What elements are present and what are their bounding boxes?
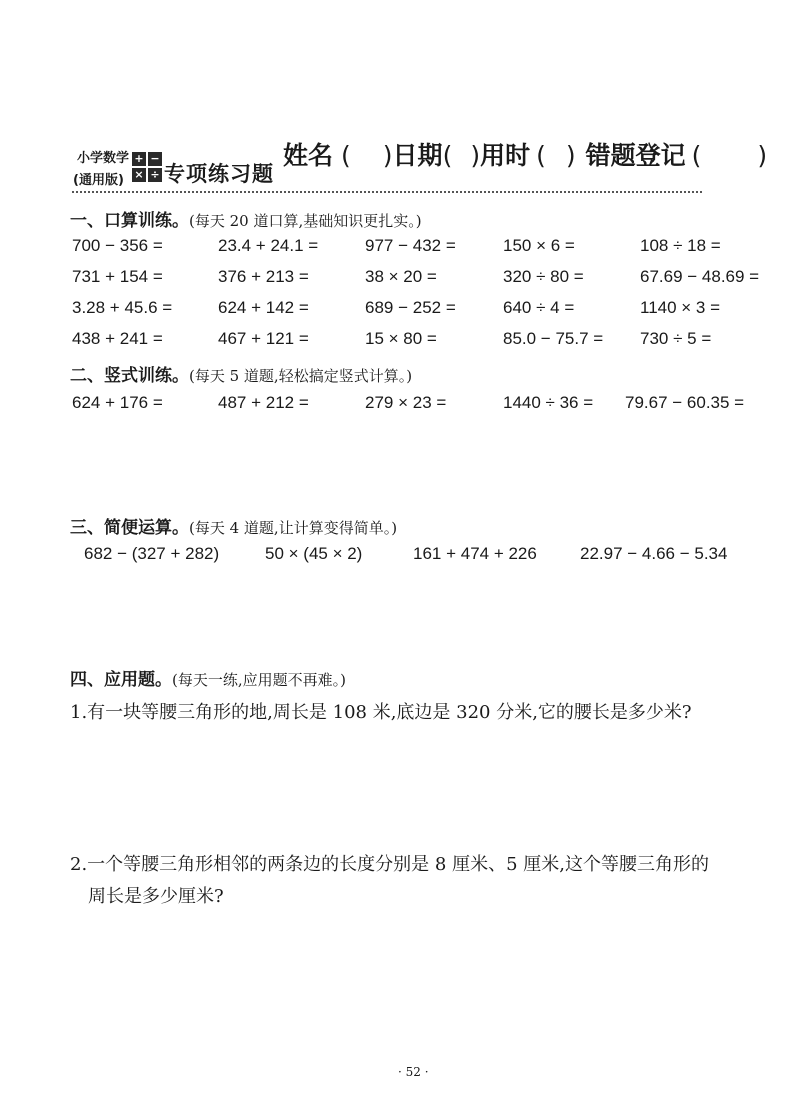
page-number: · 52 · xyxy=(398,1065,429,1079)
vertical-1: 624 + 176 = xyxy=(72,393,163,412)
name-label: 姓名 xyxy=(283,141,334,170)
brand-operators-icon xyxy=(132,152,162,182)
section3-note: (每天 4 道题,让计算变得简单。) xyxy=(189,519,398,537)
oral-2-5: 67.69 − 48.69 = xyxy=(640,267,760,286)
brand-title: 专项练习题 xyxy=(164,162,274,186)
name-field-open[interactable]: ( xyxy=(341,141,351,170)
section4-note: (每天一练,应用题不再难。) xyxy=(172,671,346,689)
time-field-open[interactable]: ( xyxy=(536,141,546,170)
oral-2-1: 731 + 154 = xyxy=(72,267,163,286)
section2-heading xyxy=(70,361,412,386)
section1-heading xyxy=(70,206,422,231)
errors-field-close[interactable]: ) xyxy=(757,141,768,170)
oral-4-1: 438 + 241 = xyxy=(72,329,163,348)
brand-line-1: 小学数学 xyxy=(77,151,130,166)
oral-2-2: 376 + 213 = xyxy=(218,267,309,286)
vertical-5: 79.67 − 60.35 = xyxy=(625,393,745,412)
simplify-1: 682 − (327 + 282) xyxy=(84,544,220,563)
vertical-4: 1440 ÷ 36 = xyxy=(503,393,594,412)
times-icon: × xyxy=(132,168,146,182)
oral-1-4: 150 × 6 = xyxy=(503,236,575,255)
word-problem-2-line-1: 2.一个等腰三角形相邻的两条边的长度分别是 8 厘米、5 厘米,这个等腰三角形的 xyxy=(70,854,709,875)
minus-icon: − xyxy=(148,152,162,166)
section3-title: 三、简便运算。 xyxy=(70,518,189,538)
errors-field-open[interactable]: ( xyxy=(691,141,702,170)
section3-heading xyxy=(70,513,397,538)
oral-2-4: 320 ÷ 80 = xyxy=(503,267,584,286)
date-label: 日期 xyxy=(392,141,443,170)
errors-label: 错题登记 xyxy=(585,141,686,170)
word-problem-2-line-2: 周长是多少厘米? xyxy=(88,886,224,907)
vertical-2: 487 + 212 = xyxy=(218,393,309,412)
oral-3-1: 3.28 + 45.6 = xyxy=(72,298,173,317)
oral-4-3: 15 × 80 = xyxy=(365,329,437,348)
time-field-close[interactable]: ) xyxy=(565,141,576,170)
vertical-3: 279 × 23 = xyxy=(365,393,447,412)
header-divider xyxy=(72,191,702,193)
oral-3-3: 689 − 252 = xyxy=(365,298,456,317)
date-field-close[interactable]: ) xyxy=(470,141,481,170)
date-field-open[interactable]: ( xyxy=(442,141,453,170)
oral-3-5: 1140 × 3 = xyxy=(640,298,721,317)
time-label: 用时 xyxy=(480,141,531,170)
word-problem-1: 1.有一块等腰三角形的地,周长是 108 米,底边是 320 分米,它的腰长是多少米? xyxy=(70,702,692,723)
section4-title: 四、应用题。 xyxy=(70,670,172,690)
oral-1-5: 108 ÷ 18 = xyxy=(640,236,721,255)
oral-1-2: 23.4 + 24.1 = xyxy=(218,236,319,255)
section4-heading xyxy=(70,665,346,690)
oral-3-4: 640 ÷ 4 = xyxy=(503,298,575,317)
simplify-4: 22.97 − 4.66 − 5.34 xyxy=(580,544,728,563)
section2-title: 二、竖式训练。 xyxy=(70,366,189,386)
plus-icon: + xyxy=(132,152,146,166)
section1-note: (每天 20 道口算,基础知识更扎实。) xyxy=(189,212,422,230)
oral-3-2: 624 + 142 = xyxy=(218,298,309,317)
oral-4-5: 730 ÷ 5 = xyxy=(640,329,712,348)
brand-line-2: (通用版) xyxy=(73,173,124,188)
student-info-fields xyxy=(283,136,767,172)
section2-note: (每天 5 道题,轻松搞定竖式计算。) xyxy=(189,367,413,385)
section1-title: 一、口算训练。 xyxy=(70,211,189,231)
oral-4-4: 85.0 − 75.7 = xyxy=(503,329,604,348)
name-field-close[interactable]: ) xyxy=(382,141,393,170)
simplify-3: 161 + 474 + 226 xyxy=(413,544,537,563)
simplify-2: 50 × (45 × 2) xyxy=(265,544,363,563)
oral-4-2: 467 + 121 = xyxy=(218,329,309,348)
oral-1-1: 700 − 356 = xyxy=(72,236,163,255)
oral-1-3: 977 − 432 = xyxy=(365,236,456,255)
divide-icon: ÷ xyxy=(148,168,162,182)
oral-2-3: 38 × 20 = xyxy=(365,267,437,286)
